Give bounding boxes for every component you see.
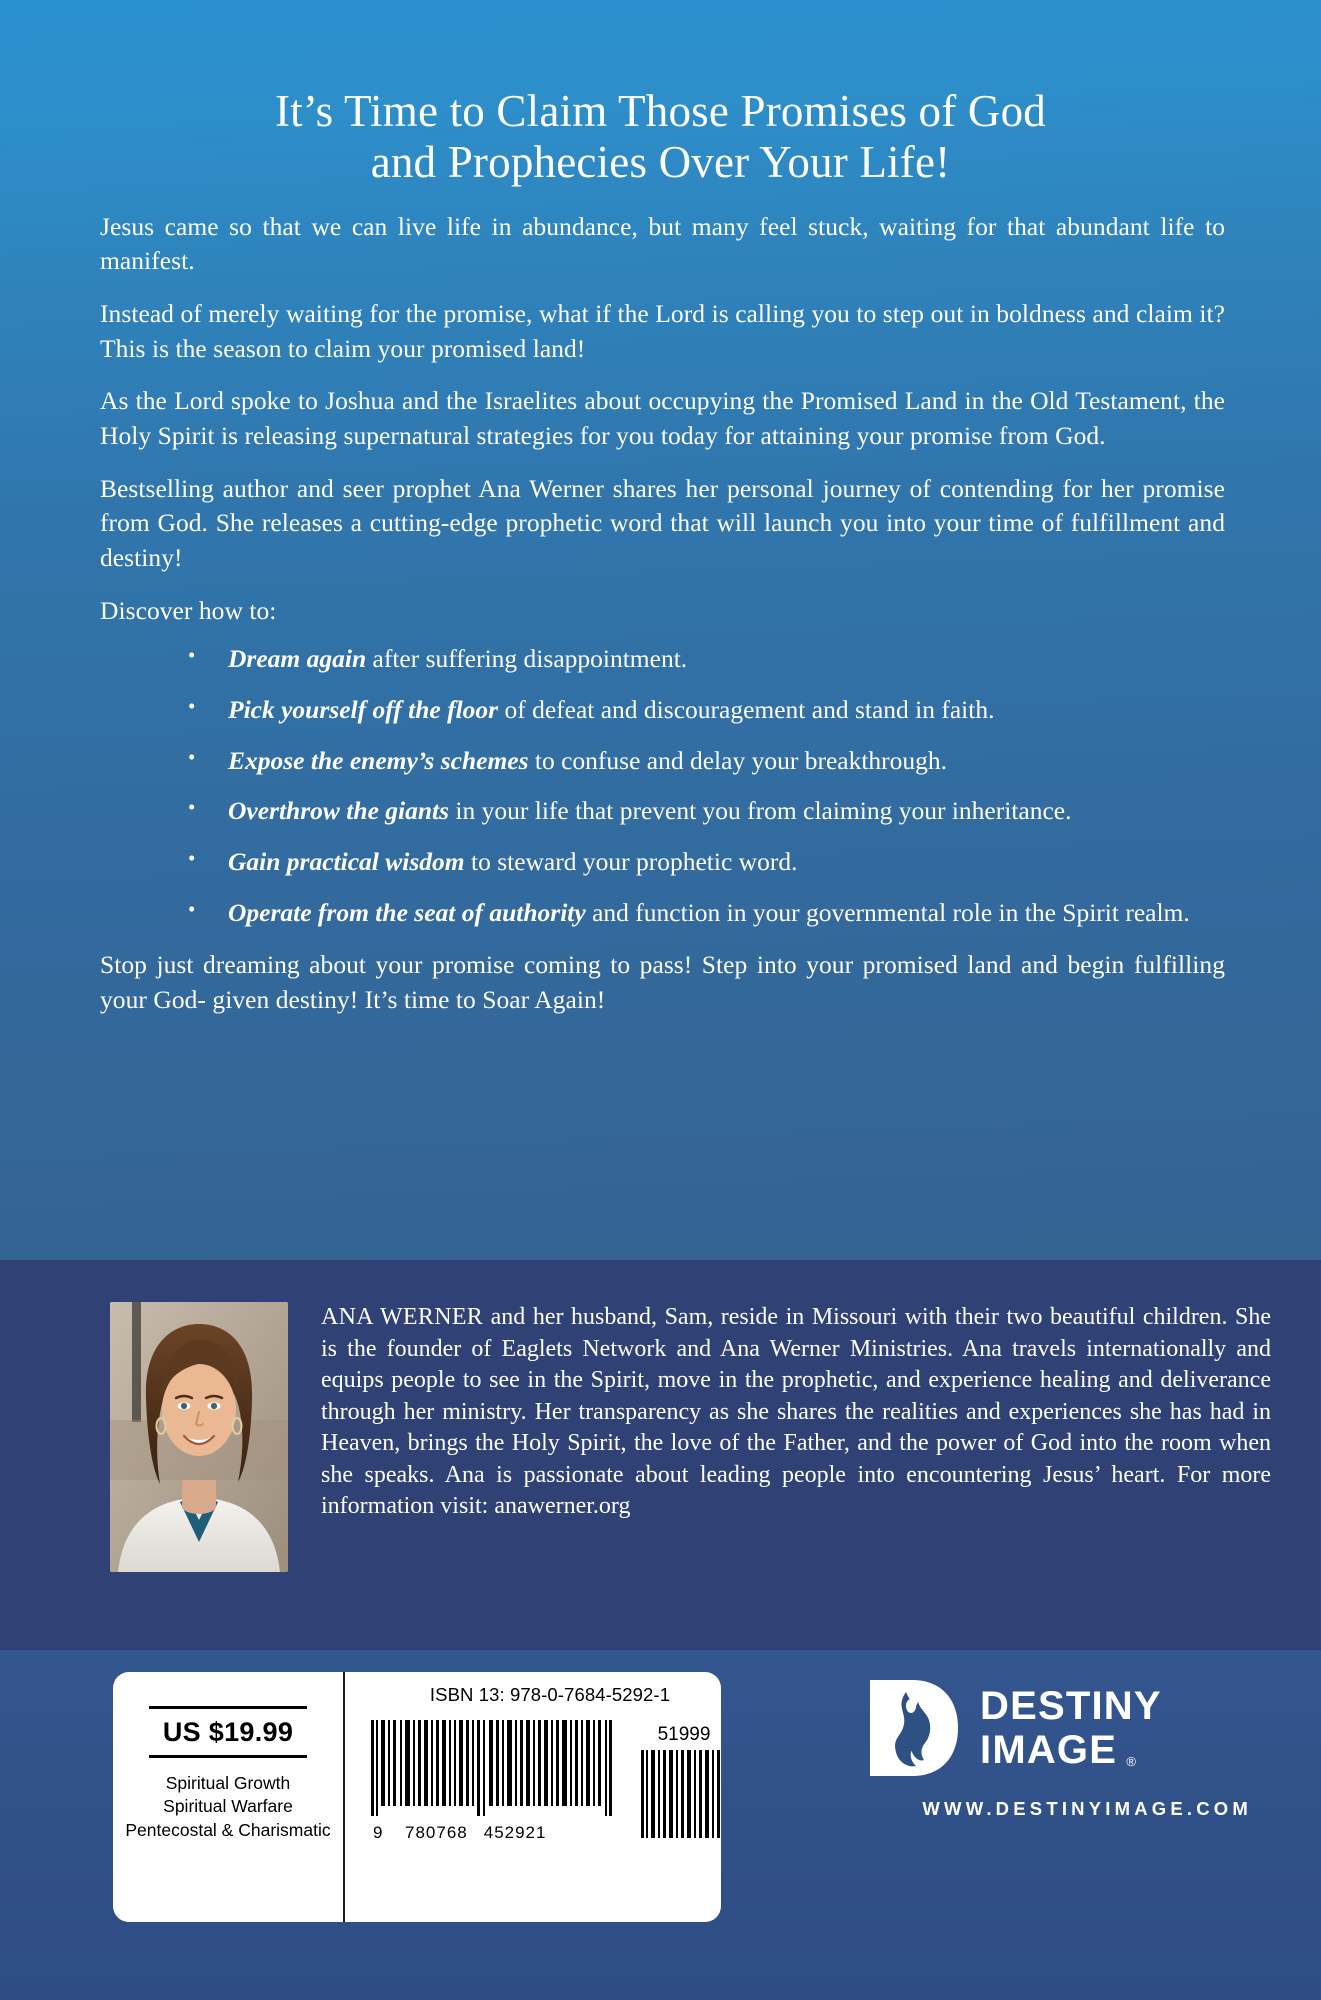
list-item-rest: and function in your governmental role in the Spirit realm. bbox=[585, 897, 1190, 927]
author-name: ANA WERNER bbox=[321, 1304, 484, 1330]
ean-digit-first: 9 bbox=[373, 1823, 384, 1842]
list-item-lead: Gain practical wisdom bbox=[228, 847, 465, 877]
body-copy bbox=[0, 188, 1321, 1018]
ean-digits-left: 780768 bbox=[405, 1823, 468, 1842]
paragraph-4: Bestselling author and seer prophet Ana Werner shares her personal journey of contending for her promise from God. She releases a cutting-edge prophetic word that will launch you into your time of fulfillment and destiny! bbox=[100, 473, 1225, 573]
author-bio-section bbox=[0, 1260, 1321, 1650]
paragraph-2: Instead of merely waiting for the promise, what if the Lord is calling you to step out in boldness and claim it? This is the season to claim your promised land! bbox=[100, 299, 1225, 363]
list-item-rest: after suffering disappointment. bbox=[366, 644, 688, 674]
registered-mark-icon: ® bbox=[1126, 1754, 1138, 1769]
headline-line-2: and Prophecies Over Your Life! bbox=[370, 136, 951, 187]
publisher-logo-block bbox=[866, 1678, 1266, 1820]
closing-paragraph: Stop just dreaming about your promise coming to pass! Step into your promised land and begin fulfilling your God- given destiny! It’s time to Soar Again! bbox=[100, 950, 1225, 1015]
logo-row bbox=[866, 1678, 1266, 1778]
isbn-label: ISBN 13: 978-0-7684-5292-1 bbox=[429, 1684, 671, 1705]
ean13-bars bbox=[371, 1720, 621, 1816]
list-item bbox=[188, 794, 1215, 829]
destiny-image-d-icon bbox=[866, 1678, 962, 1778]
ean5-bars bbox=[641, 1750, 721, 1838]
category-item: Spiritual Warfare bbox=[163, 1796, 293, 1817]
addon-digits: 51999 bbox=[657, 1724, 711, 1745]
list-item-lead: Dream again bbox=[228, 644, 367, 674]
publisher-name-line-1: DESTINY bbox=[980, 1684, 1162, 1728]
avatar bbox=[110, 1302, 288, 1572]
category-item: Pentecostal & Charismatic bbox=[125, 1819, 331, 1840]
price-value: US $19.99 bbox=[162, 1717, 294, 1747]
list-item-rest: to confuse and delay your breakthrough. bbox=[528, 745, 948, 775]
category-list bbox=[123, 1758, 333, 1842]
paragraph-3: As the Lord spoke to Joshua and the Israelites about occupying the Promised Land in the Old Testament, the Holy Spirit is releasing supernatural strategies for you today for attaining your promise from God. bbox=[100, 386, 1225, 451]
barcode-row bbox=[367, 1720, 721, 1843]
publisher-website[interactable]: WWW.DESTINYIMAGE.COM bbox=[922, 1798, 1252, 1819]
list-item-rest: to steward your prophetic word. bbox=[464, 847, 798, 877]
page-title bbox=[0, 0, 1321, 188]
discover-list bbox=[100, 642, 1225, 930]
list-item-lead: Operate from the seat of authority bbox=[228, 897, 586, 927]
list-item-lead: Overthrow the giants bbox=[228, 796, 450, 826]
list-item-rest: of defeat and discouragement and stand in faith. bbox=[498, 695, 995, 725]
list-item bbox=[188, 845, 1215, 880]
barcode-panel bbox=[113, 1672, 721, 1922]
author-photo-illustration bbox=[110, 1302, 288, 1572]
ean-digits-right: 452921 bbox=[483, 1823, 547, 1842]
headline-line-1: It’s Time to Claim Those Promises of God bbox=[275, 86, 1046, 136]
author-bio-text bbox=[321, 1302, 1285, 1620]
category-item: Spiritual Growth bbox=[165, 1773, 291, 1793]
publisher-name bbox=[980, 1686, 1162, 1770]
publisher-name-line-2-wrap bbox=[980, 1728, 1138, 1772]
flame-d-mark bbox=[866, 1678, 962, 1778]
ean13-barcode bbox=[371, 1720, 621, 1843]
author-bio-body: and her husband, Sam, reside in Missouri with their two beautiful children. She is the founder of Eaglets Network and Ana Werner Ministries. Ana travels internationally and equips people to see in the Spirit, move in the prophetic, and experience healing and deliverance through her ministry. Her transparency as she shares the realities and experiences she has had in Heaven, brings the Holy Spirit, the love of the Father, and the power of God into the room when she speaks. Ana is passionate about leading people into encountering Jesus’ heart. For more information visit: anawerner.org bbox=[321, 1304, 1272, 1520]
isbn-column bbox=[345, 1672, 721, 1922]
discover-intro: Discover how to: bbox=[100, 595, 277, 625]
list-item-lead: Pick yourself off the floor bbox=[228, 695, 499, 725]
publisher-name-line-2: IMAGE bbox=[980, 1728, 1118, 1772]
paragraph-1: Jesus came so that we can live life in abundance, but many feel stuck, waiting for that abundant life to manifest. bbox=[100, 211, 1225, 276]
ean5-addon-barcode bbox=[641, 1724, 721, 1843]
list-item-rest: in your life that prevent you from claiming your inheritance. bbox=[449, 796, 1072, 826]
list-item-lead: Expose the enemy’s schemes bbox=[228, 745, 529, 775]
list-item bbox=[188, 896, 1215, 931]
list-item bbox=[188, 744, 1215, 779]
list-item bbox=[188, 693, 1215, 728]
ean13-digits bbox=[371, 1823, 621, 1843]
list-item bbox=[188, 642, 1215, 677]
price-column bbox=[113, 1672, 345, 1922]
